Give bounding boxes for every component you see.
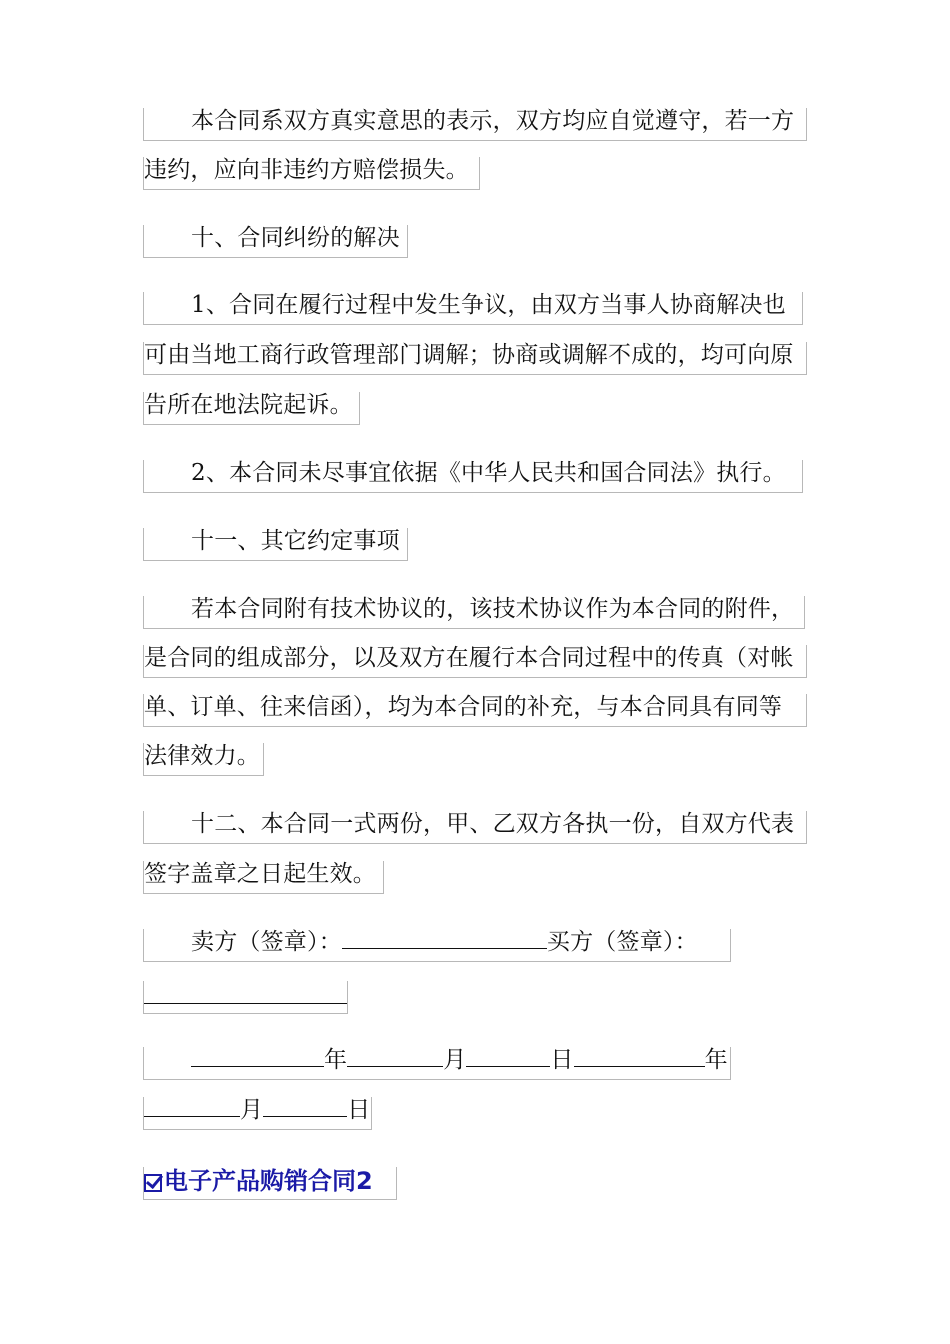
paragraph-text: 若本合同附有技术协议的，该技术协议作为本合同的附件， <box>191 596 795 622</box>
paragraph-text: 签字盖章之日起生效。 <box>144 861 376 887</box>
section-title: 十一、其它约定事项 <box>191 528 400 554</box>
day-label-2: 日 <box>347 1097 371 1123</box>
paragraph-text: 单、订单、往来信函），均为本合同的补充，与本合同具有同等 <box>144 694 783 720</box>
date-line <box>144 1046 728 1074</box>
seller-label: 卖方（签章）： <box>191 929 342 955</box>
day-label: 日 <box>550 1047 574 1073</box>
paragraph-text: 2、本合同未尽事宜依据《中华人民共和国合同法》执行。 <box>191 460 786 486</box>
buyer-label: 买方（签章）： <box>546 929 698 955</box>
section-title: 十、合同纠纷的解决 <box>191 225 400 251</box>
seller-signature-blank <box>342 928 547 949</box>
year-label-2: 年 <box>704 1047 728 1073</box>
month-label-2: 月 <box>240 1097 264 1123</box>
paragraph-text: 可由当地工商行政管理部门调解；协商或调解不成的，均可向原 <box>144 342 794 368</box>
paragraph-text: 告所在地法院起诉。 <box>144 392 353 418</box>
month-label: 月 <box>443 1047 467 1073</box>
year-label: 年 <box>324 1047 348 1073</box>
buyer-signature-blank <box>144 1003 347 1004</box>
checkbox-icon <box>144 1174 162 1192</box>
signature-line <box>144 928 698 956</box>
year-blank <box>191 1046 324 1067</box>
section-title: 十二、本合同一式两份，甲、乙双方各执一份，自双方代表 <box>191 811 795 837</box>
line-box <box>143 981 348 1014</box>
day-blank <box>466 1046 550 1067</box>
paragraph-text: 法律效力。 <box>144 743 260 769</box>
month-blank <box>347 1046 443 1067</box>
day-blank-2 <box>263 1096 347 1117</box>
year-blank-2 <box>574 1046 705 1067</box>
paragraph-text: 1、合同在履行过程中发生争议，由双方当事人协商解决也 <box>191 292 786 318</box>
paragraph-text: 是合同的组成部分，以及双方在履行本合同过程中的传真（对帐 <box>144 645 794 671</box>
paragraph-text: 本合同系双方真实意思的表示，双方均应自觉遵守，若一方 <box>191 108 795 134</box>
next-contract-heading[interactable] <box>144 1161 373 1196</box>
month-blank-2 <box>144 1096 240 1117</box>
paragraph-text: 违约，应向非违约方赔偿损失。 <box>144 157 469 183</box>
heading-text: 电子产品购销合同2 <box>164 1167 373 1195</box>
date-line-2 <box>144 1096 370 1124</box>
